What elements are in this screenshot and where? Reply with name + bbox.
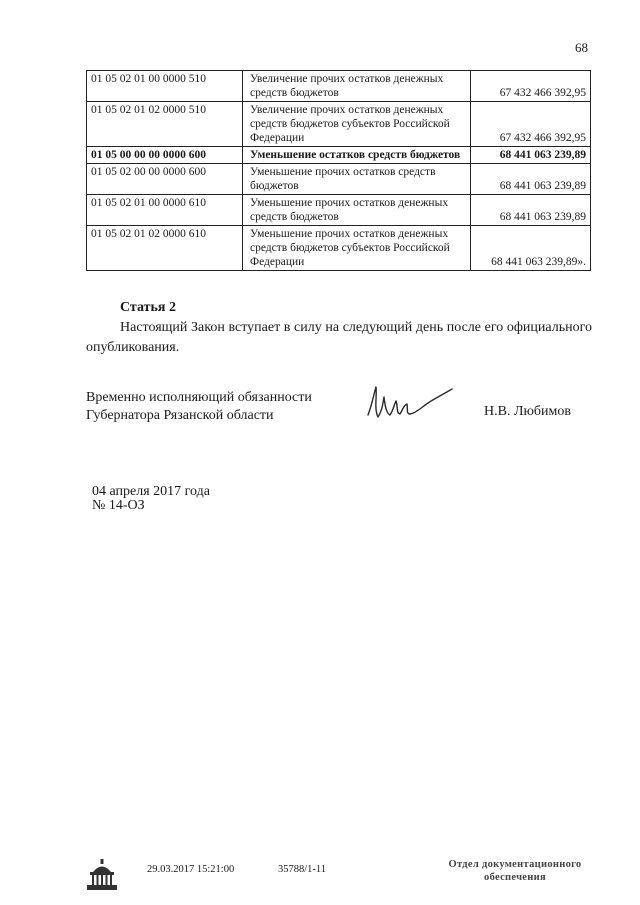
- stamp-line: обеспечения: [484, 872, 546, 883]
- signer-title: [86, 389, 312, 425]
- table-cell-description: Уменьшение прочих остатков денежных средств бюджетов субъектов Российской Федерации: [243, 226, 471, 271]
- duma-building-icon: [84, 858, 120, 897]
- table-cell-code: 01 05 02 01 00 0000 610: [87, 195, 243, 226]
- table-cell-amount: 67 432 466 392,95: [471, 102, 591, 147]
- table-cell-amount: 68 441 063 239,89».: [471, 226, 591, 271]
- table-cell-code: 01 05 02 01 00 0000 510: [87, 71, 243, 102]
- table-cell-amount: 68 441 063 239,89: [471, 164, 591, 195]
- table-cell-description: Уменьшение прочих остатков денежных средств бюджетов: [243, 195, 471, 226]
- table-row: [87, 164, 591, 195]
- table-cell-code: 01 05 00 00 00 0000 600: [87, 147, 243, 164]
- law-number: № 14-ОЗ: [92, 498, 145, 513]
- page-number: 68: [575, 40, 588, 55]
- table-cell-description: Увеличение прочих остатков денежных средств бюджетов: [243, 71, 471, 102]
- signer-name: Н.В. Любимов: [484, 404, 571, 419]
- stamp-line: Отдел документационного: [448, 859, 582, 870]
- budget-sources-table: [86, 70, 591, 271]
- table-row: [87, 71, 591, 102]
- signer-title-line: Губернатора Рязанской области: [86, 408, 274, 423]
- footer-document-id: 35788/1-11: [278, 864, 327, 875]
- table-cell-amount: 68 441 063 239,89: [471, 195, 591, 226]
- table-row: [87, 195, 591, 226]
- article-title: Статья 2: [120, 300, 176, 315]
- table-cell-description: Уменьшение остатков средств бюджетов: [243, 147, 471, 164]
- handwritten-signature: [362, 383, 458, 428]
- law-date: 04 апреля 2017 года: [92, 484, 210, 499]
- table-row: [87, 102, 591, 147]
- table-cell-code: 01 05 02 01 02 0000 510: [87, 102, 243, 147]
- table-cell-amount: 68 441 063 239,89: [471, 147, 591, 164]
- law-date-block: [92, 485, 210, 513]
- signer-title-line: Временно исполняющий обязанности: [86, 390, 312, 405]
- table-cell-description: Увеличение прочих остатков денежных средств бюджетов субъектов Российской Федерации: [243, 102, 471, 147]
- footer-timestamp: 29.03.2017 15:21:00: [147, 864, 235, 875]
- table-row-total: [87, 147, 591, 164]
- table-cell-code: 01 05 02 01 02 0000 610: [87, 226, 243, 271]
- table-cell-code: 01 05 02 00 00 0000 600: [87, 164, 243, 195]
- table-cell-description: Уменьшение прочих остатков средств бюджетов: [243, 164, 471, 195]
- table-row: [87, 226, 591, 271]
- department-stamp: [440, 858, 590, 884]
- article-body: Настоящий Закон вступает в силу на следующий день после его официального опубликования.: [86, 320, 592, 355]
- table-cell-amount: 67 432 466 392,95: [471, 71, 591, 102]
